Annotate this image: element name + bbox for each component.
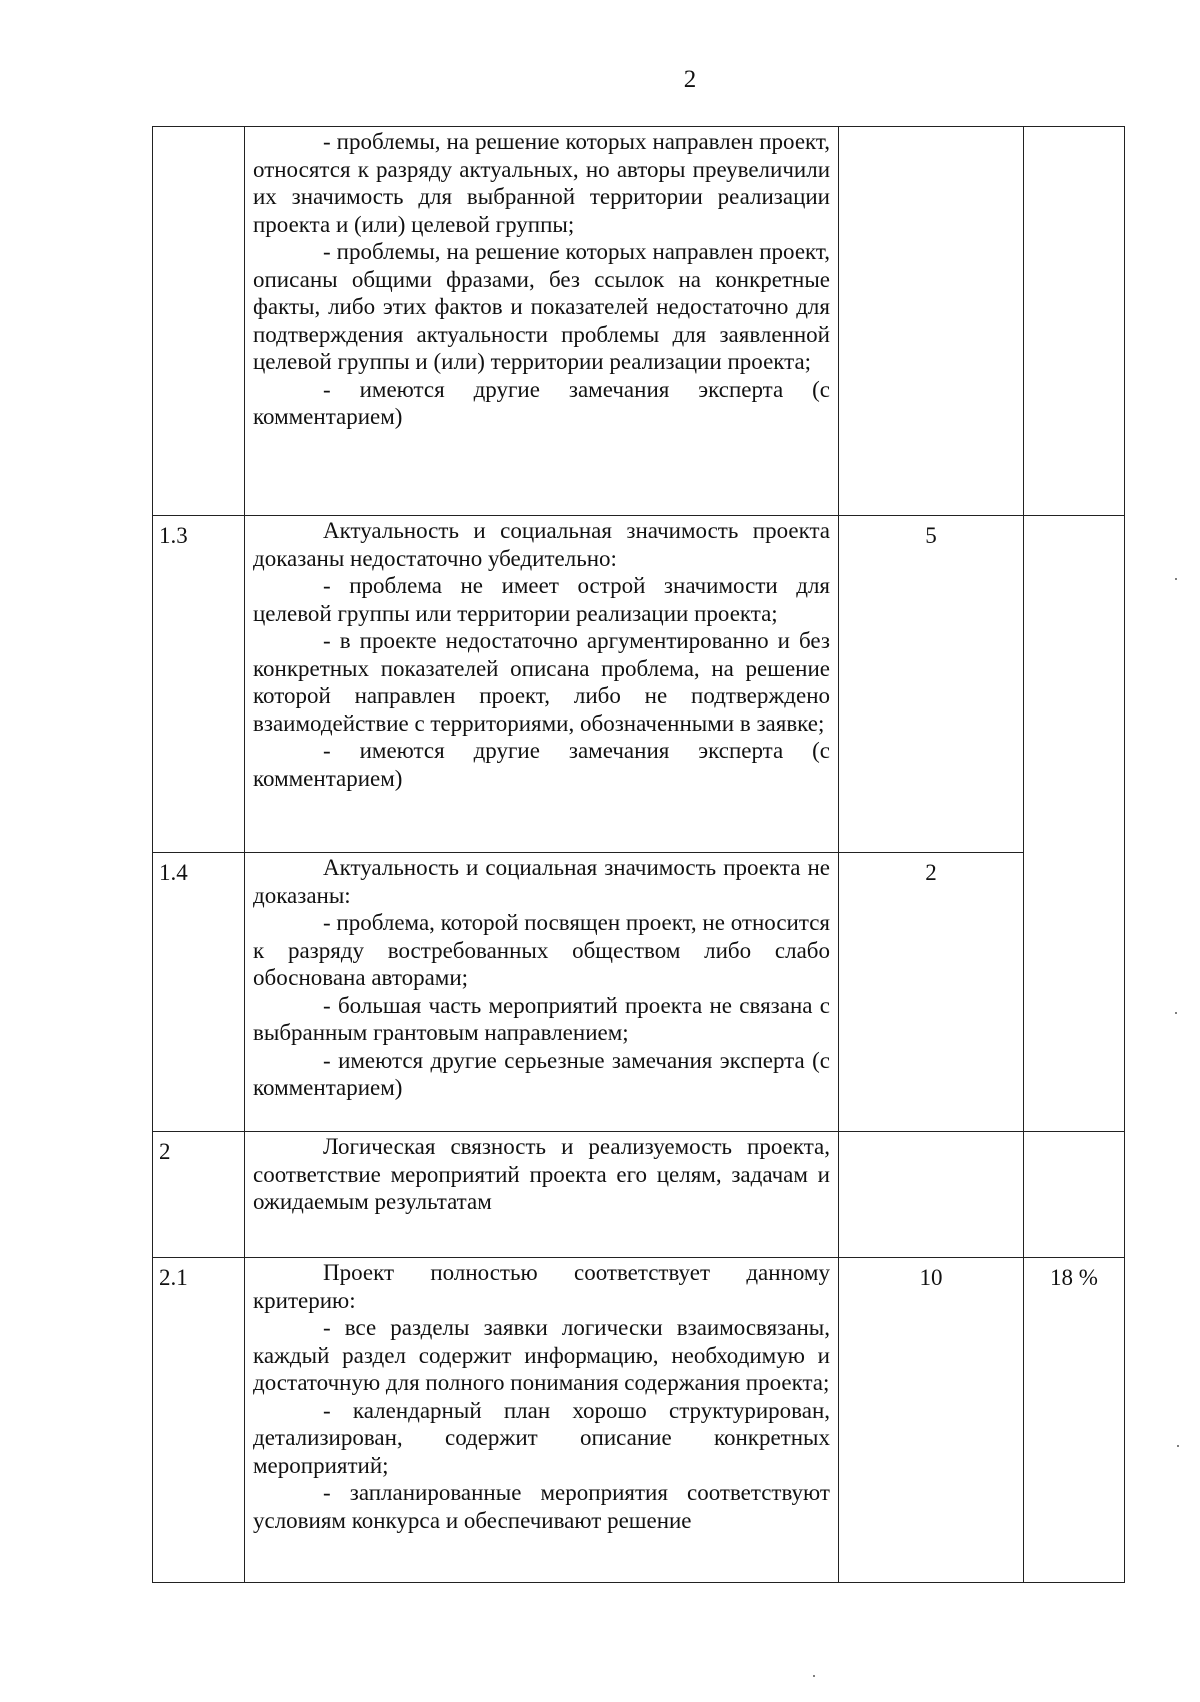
criterion-weight-merged <box>1024 516 1125 1132</box>
criterion-paragraph: - проблемы, на решение которых направлен проект, относятся к разряду актуальных, но авторы преувеличили их значимость для выбранной территории реализации проекта и (или) целевой группы; <box>253 129 830 237</box>
criterion-number: 2 <box>153 1132 245 1258</box>
criteria-table <box>152 126 1125 1583</box>
table-row-1-4 <box>153 853 1125 1132</box>
criterion-description <box>245 1258 839 1583</box>
criterion-description <box>245 853 839 1132</box>
criterion-paragraph: - проблема, которой посвящен проект, не относится к разряду востребованных обществом либо слабо обоснована авторами; <box>253 910 830 990</box>
table-row-1-3 <box>153 516 1125 853</box>
scan-speck <box>1177 1445 1179 1447</box>
criterion-paragraph: Актуальность и социальная значимость проекта доказаны недостаточно убедительно: <box>253 518 830 571</box>
criterion-number: 1.4 <box>153 853 245 1132</box>
scan-speck <box>813 1675 815 1677</box>
criterion-paragraph: - проблемы, на решение которых направлен проект, описаны общими фразами, без ссылок на конкретные факты, либо этих фактов и показателей недостаточно для подтверждения актуальности проблемы для заявленной целевой группы и (или) территории реализации проекта; <box>253 239 830 374</box>
scan-speck <box>1175 578 1177 580</box>
criterion-description <box>245 127 839 516</box>
table-row-2 <box>153 1132 1125 1258</box>
criterion-number: 2.1 <box>153 1258 245 1583</box>
scan-speck <box>1175 1012 1177 1014</box>
criterion-description <box>245 1132 839 1258</box>
criterion-weight: 18 % <box>1024 1258 1125 1583</box>
criterion-number: 1.3 <box>153 516 245 853</box>
criterion-score: 2 <box>839 853 1024 1132</box>
criterion-paragraph: - имеются другие замечания эксперта (с комментарием) <box>253 738 830 791</box>
criterion-weight <box>1024 1132 1125 1258</box>
criterion-paragraph: Актуальность и социальная значимость проекта не доказаны: <box>253 855 830 908</box>
criterion-score <box>839 127 1024 516</box>
criterion-paragraph: - календарный план хорошо структурирован, детализирован, содержит описание конкретных мероприятий; <box>253 1397 830 1478</box>
criterion-paragraph: - имеются другие замечания эксперта (с комментарием) <box>253 376 830 429</box>
criterion-paragraph: - имеются другие серьезные замечания эксперта (с комментарием) <box>253 1047 830 1100</box>
criterion-score: 5 <box>839 516 1024 853</box>
criterion-paragraph: - в проекте недостаточно аргументированно и без конкретных показателей описана проблема, на решение которой направлен проект, либо не подтверждено взаимодействие с территориями, обозначенными в заявке; <box>253 628 830 736</box>
criterion-weight <box>1024 127 1125 516</box>
criterion-paragraph: - запланированные мероприятия соответствуют условиям конкурса и обеспечивают решение <box>253 1480 830 1533</box>
table-row-1-2-continued <box>153 127 1125 516</box>
criterion-description <box>245 516 839 853</box>
criterion-paragraph: Логическая связность и реализуемость проекта, соответствие мероприятий проекта его целям, задачам и ожидаемым результатам <box>253 1134 830 1214</box>
criterion-paragraph: - проблема не имеет острой значимости для целевой группы или территории реализации проекта; <box>253 573 830 626</box>
criterion-number <box>153 127 245 516</box>
criterion-paragraph: - большая часть мероприятий проекта не связана с выбранным грантовым направлением; <box>253 992 830 1045</box>
page-number: 2 <box>683 66 697 93</box>
criterion-paragraph: Проект полностью соответствует данному критерию: <box>253 1260 830 1313</box>
criterion-score <box>839 1132 1024 1258</box>
table-row-2-1 <box>153 1258 1125 1583</box>
criterion-score: 10 <box>839 1258 1024 1583</box>
criterion-paragraph: - все разделы заявки логически взаимосвязаны, каждый раздел содержит информацию, необходимую и достаточную для полного понимания содержания проекта; <box>253 1315 830 1395</box>
